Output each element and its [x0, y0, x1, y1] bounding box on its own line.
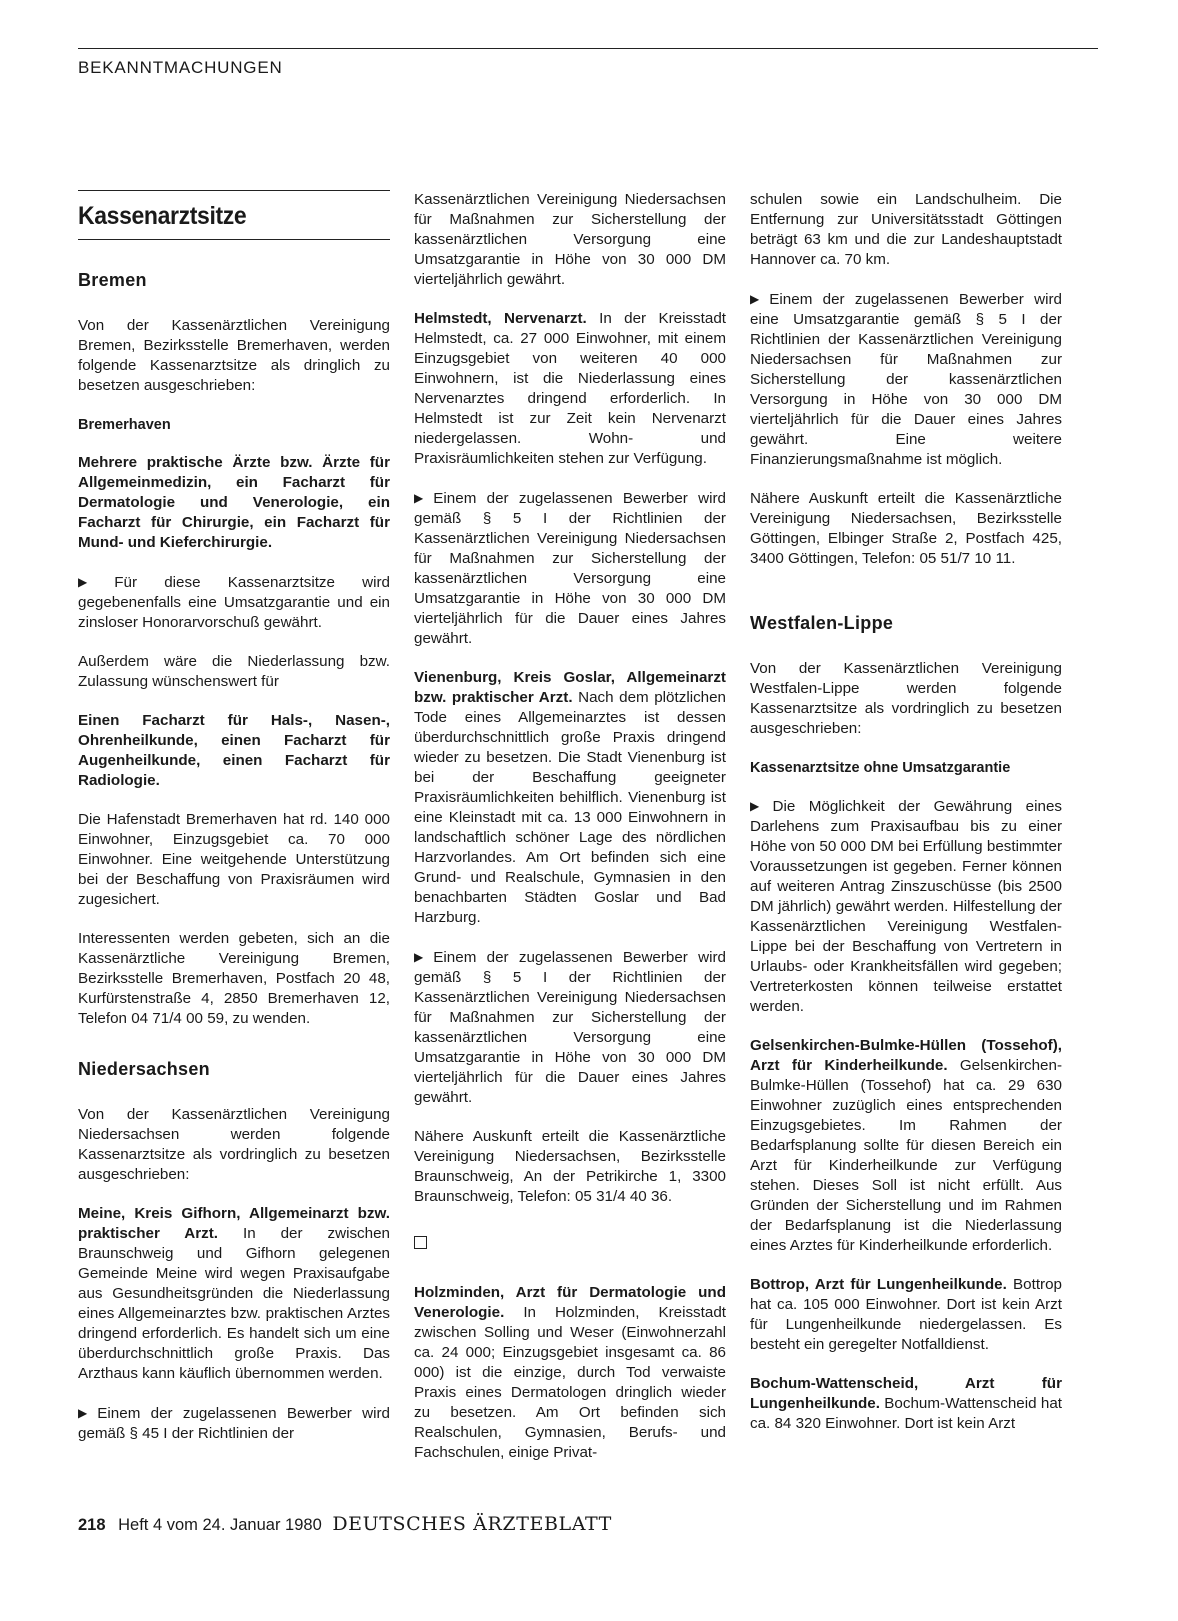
arrow-icon: ▶ — [750, 799, 769, 813]
issue-info: Heft 4 vom 24. Januar 1980 — [118, 1516, 322, 1534]
meine-text: In der zwischen Braunschweig und Gifhorn gelegenen Gemeinde Meine wird wegen Praxisaufgabe aus Gesundheitsgründen die Niederlassung eines Allgemeinarztes bzw. praktischen Arztes dringend erforderlich. Es handelt sich um eine überdurchschnittlich große Praxis. Das Arzthaus kann käuflich übernommen werden. — [78, 1225, 390, 1382]
paragraph-auskunft-goettingen: Nähere Auskunft erteilt die Kassenärztliche Vereinigung Niedersachsen, Bezirksstelle Göttingen, Elbinger Straße 2, Postfach 425, 3400 Göttingen, Telefon: 05 51/7 10 11. — [750, 490, 1062, 567]
bochum-text: Bochum-Wattenscheid hat ca. 84 320 Einwohner. Dort ist kein Arzt — [750, 1395, 1062, 1432]
paragraph-gelsenkirchen — [750, 1036, 1062, 1256]
holzminden-bewerber-text: Einem der zugelassenen Bewerber wird eine Umsatzgarantie gemäß § 5 I der Richtlinien der Kassenärztlichen Vereinigung Niedersachsen für Maßnahmen zur Sicherstellung der kassenärztlichen Versorgung in Höhe von 30 000 DM vierteljährlich für die Dauer eines Jahres gewährt. Eine weitere Finanzierungsmaßnahme ist möglich. — [750, 291, 1062, 468]
paragraph-bremen-intro: Von der Kassenärztlichen Vereinigung Bremen, Bezirksstelle Bremerhaven, werden folgende Kassenarztsitze als dringlich zu besetzen ausgeschrieben: — [78, 317, 390, 394]
paragraph-holzminden-bewerber — [750, 289, 1062, 470]
paragraph-wl-intro: Von der Kassenärztlichen Vereinigung Westfalen-Lippe werden folgende Kassenarztsitze als vordringlich zu besetzen ausgeschrieben: — [750, 660, 1062, 737]
paragraph-helmstedt — [414, 309, 726, 469]
paragraph-bottrop — [750, 1275, 1062, 1355]
paragraph-bremerhaven-list: Mehrere praktische Ärzte bzw. Ärzte für Allgemeinmedizin, ein Facharzt für Dermatologie und Venerologie, ein Facharzt für Chirurgie, ein Facharzt für Mund- und Kieferchirurgie. — [78, 454, 390, 551]
heading-bremen: Bremen — [78, 270, 147, 290]
paragraph-auskunft-braunschweig: Nähere Auskunft erteilt die Kassenärztliche Vereinigung Niedersachsen, Bezirksstelle Braunschweig, An der Petrikirche 1, 3300 Braunschweig, Telefon: 05 31/4 40 36. — [414, 1128, 726, 1205]
paragraph-nds-intro: Von der Kassenärztlichen Vereinigung Niedersachsen werden folgende Kassenarztsitze als vordringlich zu besetzen ausgeschrieben: — [78, 1106, 390, 1183]
gelsenkirchen-lead: Gelsenkirchen-Bulmke-Hüllen (Tossehof), Arzt für Kinderheilkunde. — [750, 1037, 1062, 1074]
arrow-icon: ▶ — [750, 292, 766, 306]
section-header: BEKANNTMACHUNGEN — [78, 58, 283, 77]
paragraph-darlehen — [750, 796, 1062, 1017]
paragraph-vienenburg-bewerber — [414, 947, 726, 1108]
bottrop-text: Bottrop hat ca. 105 000 Einwohner. Dort ist kein Arzt für Lungenheilkunde niedergelassen. Es besteht ein geregelter Notfalldienst. — [750, 1276, 1063, 1353]
page-footer — [78, 1513, 612, 1535]
paragraph-col2-continuation: Kassenärztlichen Vereinigung Niedersachsen für Maßnahmen zur Sicherstellung der kassenärztlichen Versorgung eine Umsatzgarantie in Höhe von 30 000 DM vierteljährlich gewährt. — [414, 191, 726, 288]
column-3 — [750, 190, 1062, 1453]
title-rule-bottom — [78, 239, 390, 240]
paragraph-helmstedt-bewerber — [414, 488, 726, 649]
paragraph-col3-continuation: schulen sowie ein Landschulheim. Die Entfernung zur Universitätsstadt Göttingen beträgt 63 km und die zur Landeshauptstadt Hannover ca. 70 km. — [750, 191, 1062, 268]
paragraph-holzminden — [414, 1283, 726, 1463]
paragraph-meine — [78, 1204, 390, 1384]
paragraph-vienenburg — [414, 668, 726, 928]
heading-bremerhaven: Bremerhaven — [78, 417, 171, 433]
gelsenkirchen-text: Gelsenkirchen-Bulmke-Hüllen (Tossehof) hat ca. 29 630 Einwohner zuzüglich eines entsprechenden Einzugsgebietes. Im Rahmen der Bedarfsplanung sollte für diesen Bereich ein Arzt für Kinderheilkunde zur Verfügung stehen. Dieses Soll ist nicht erfüllt. Aus Gründen der Sicherstellung und im Rahmen der Bedarfsplanung ist die Niederlassung eines Arztes für Kinderheilkunde erforderlich. — [750, 1057, 1063, 1254]
meine-bewerber-text: Einem der zugelassenen Bewerber wird gemäß § 45 I der Richtlinien der — [78, 1405, 390, 1442]
heading-niedersachsen: Niedersachsen — [78, 1059, 210, 1079]
bottrop-lead: Bottrop, Arzt für Lungenheilkunde. — [750, 1276, 1007, 1293]
page-number: 218 — [78, 1516, 106, 1534]
umsatz-note-text: Für diese Kassenarztsitze wird gegebenenfalls eine Umsatzgarantie und ein zinsloser Honorarvorschuß gewährt. — [78, 574, 391, 631]
heading-ohne-umsatzgarantie: Kassenarztsitze ohne Umsatzgarantie — [750, 760, 1011, 776]
darlehen-text: Die Möglichkeit der Gewährung eines Darlehens zum Praxisaufbau bis zu einer Höhe von 50 000 DM bei Erfüllung bestimmter Voraussetzungen ist gegeben. Ferner können auf weiteren Antrag Zinszuschüsse (bis 2500 DM jährlich) gewährt werden. Hilfestellung der Kassenärztlichen Vereinigung Westfalen-Lippe bei der Beschaffung von Vertretern in Urlaubs- oder Krankheitsfällen wird gegeben; Vertreterkosten können teilweise erstattet werden. — [750, 798, 1062, 1015]
arrow-icon: ▶ — [78, 575, 111, 589]
paragraph-facharzt-list: Einen Facharzt für Hals-, Nasen-, Ohrenheilkunde, einen Facharzt für Augenheilkunde, einen Facharzt für Radiologie. — [78, 712, 390, 789]
column-1 — [78, 190, 390, 1463]
page-title: Kassenarztsitze — [78, 202, 247, 230]
paragraph-interessenten: Interessenten werden gebeten, sich an die Kassenärztliche Vereinigung Bremen, Bezirksstelle Bremerhaven, Postfach 20 48, Kurfürstenstraße 4, 2850 Bremerhaven 12, Telefon 04 71/4 00 59, zu wenden. — [78, 930, 390, 1027]
paragraph-ausserdem: Außerdem wäre die Niederlassung bzw. Zulassung wünschenswert für — [78, 653, 390, 690]
helmstedt-bewerber-text: Einem der zugelassenen Bewerber wird gemäß § 5 I der Richtlinien der Kassenärztlichen Vereinigung Niedersachsen für Maßnahmen zur Sicherstellung der kassenärztlichen Versorgung eine Umsatzgarantie in Höhe von 30 000 DM vierteljährlich für die Dauer eines Jahres gewährt. — [414, 490, 726, 647]
paragraph-bochum — [750, 1374, 1062, 1434]
helmstedt-lead: Helmstedt, Nervenarzt. — [414, 310, 587, 327]
heading-westfalen-lippe: Westfalen-Lippe — [750, 613, 894, 633]
holzminden-text: In Holzminden, Kreisstadt zwischen Solling und Weser (Einwohnerzahl ca. 24 000; Einzugsgebiet insgesamt ca. 86 000) ist die einzige, durch Tod verwaiste Praxis eines Dermatologen dringlich wieder zu besetzen. Am Ort befinden sich Realschulen, Gymnasien, Berufs- und Fachschulen, einige Privat- — [414, 1304, 726, 1461]
paragraph-meine-bewerber — [78, 1403, 390, 1444]
vienenburg-text: Nach dem plötzlichen Tode eines Allgemeinarztes ist dessen überdurchschnittlich große Praxis dringend wieder zu besetzen. Die Stadt Vienenburg ist bei der Beschaffung geeigneter Praxisräumlichkeiten behilflich. Vienenburg ist eine Kleinstadt mit ca. 13 000 Einwohnern in landschaftlich schöner Lage des nördlichen Harzvorlandes. Am Ort befinden sich eine Grund- und Realschule, Gymnasien in den benachbarten Städten Goslar und Bad Harzburg. — [414, 689, 726, 926]
magazine-name: DEUTSCHES ÄRZTEBLATT — [332, 1513, 612, 1535]
arrow-icon: ▶ — [78, 1406, 94, 1420]
arrow-icon: ▶ — [414, 950, 430, 964]
holzminden-lead: Holzminden, Arzt für Dermatologie und Venerologie. — [414, 1284, 726, 1321]
bochum-lead: Bochum-Wattenscheid, Arzt für Lungenheilkunde. — [750, 1375, 1062, 1412]
meine-lead: Meine, Kreis Gifhorn, Allgemeinarzt bzw. praktischer Arzt. — [78, 1205, 390, 1242]
vienenburg-bewerber-text: Einem der zugelassenen Bewerber wird gemäß § 5 I der Richtlinien der Kassenärztlichen Vereinigung Niedersachsen für Maßnahmen zur Sicherstellung der kassenärztlichen Versorgung eine Umsatzgarantie in Höhe von 30 000 DM vierteljährlich für die Dauer eines Jahres gewährt. — [414, 949, 726, 1106]
arrow-icon: ▶ — [414, 491, 430, 505]
column-2 — [414, 190, 726, 1482]
paragraph-umsatz-note — [78, 572, 390, 633]
top-rule — [78, 48, 1098, 49]
paragraph-hafenstadt: Die Hafenstadt Bremerhaven hat rd. 140 000 Einwohner, Einzugsgebiet ca. 70 000 Einwohner. Eine weitgehende Unterstützung bei der Beschaffung von Praxisräumen wird zugesichert. — [78, 811, 390, 908]
vienenburg-lead: Vienenburg, Kreis Goslar, Allgemeinarzt bzw. praktischer Arzt. — [414, 669, 726, 706]
end-of-section-box-icon — [414, 1236, 427, 1249]
helmstedt-text: In der Kreisstadt Helmstedt, ca. 27 000 Einwohner, mit einem Einzugsgebiet von weiteren 40 000 Einwohnern, ist die Niederlassung eines Nervenarztes dringend erforderlich. In Helmstedt ist zur Zeit kein Nervenarzt niedergelassen. Wohn- und Praxisräumlichkeiten stehen zur Verfügung. — [414, 310, 726, 467]
